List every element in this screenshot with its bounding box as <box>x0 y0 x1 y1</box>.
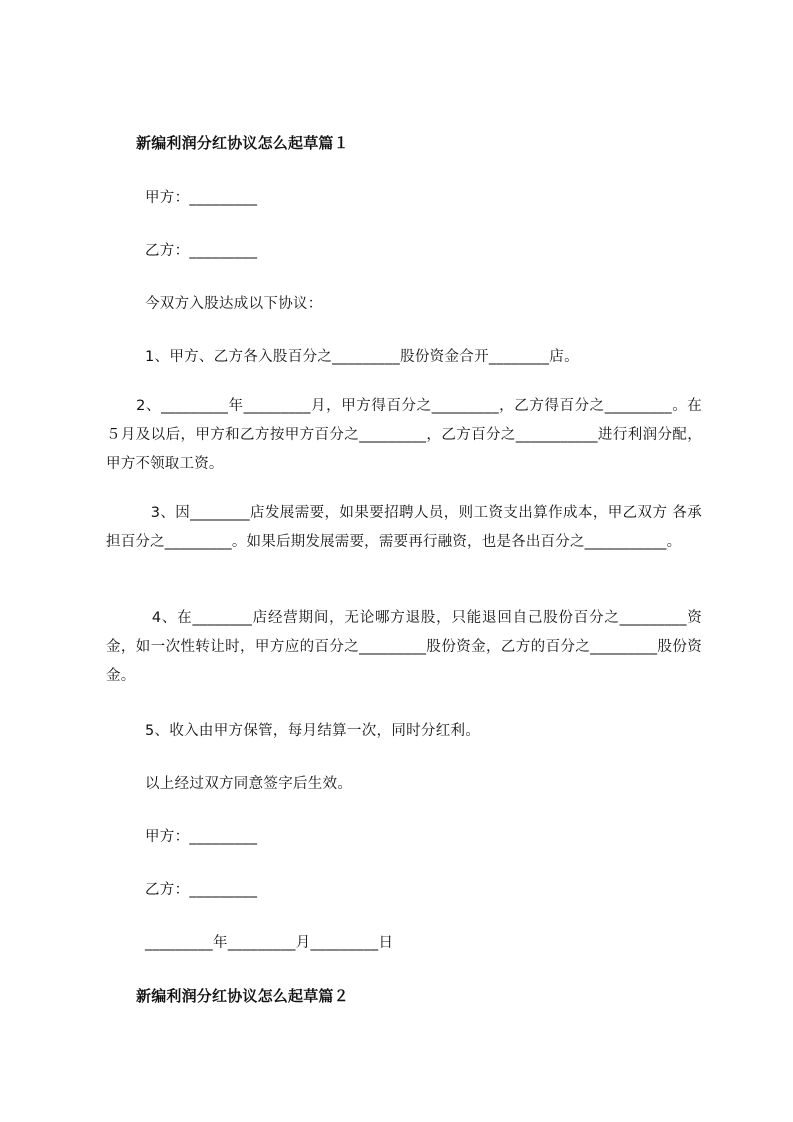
effect-line: 以上经过双方同意签字后生效。 <box>145 776 353 792</box>
clause-2: 2、_________年_________月，甲方得百分之_________，乙方得百分之_________。在５月及以后，甲方和乙方按甲方百分之_________，乙方百分之___________进行利润分配，甲方不领取工资。 <box>106 398 702 472</box>
clause-3: 3、因________店发展需要，如果要招聘人员，则工资支出算作成本，甲乙双方 各承担百分之_________。如果后期发展需要，需要再行融资，也是各出百分之___________。 <box>106 505 702 550</box>
intro-line: 今双方入股达成以下协议： <box>145 296 323 312</box>
section-1-title: 新编利润分红协议怎么起草篇１ <box>136 134 349 152</box>
clause-1: 1、甲方、乙方各入股百分之_________股份资金合开________店。 <box>145 349 579 365</box>
signature-date: _________年_________月_________日 <box>145 935 394 951</box>
signature-party-a: 甲方：_________ <box>145 829 258 845</box>
clause-5: 5、收入由甲方保管，每月结算一次，同时分红利。 <box>145 723 481 739</box>
signature-party-b: 乙方：_________ <box>145 882 258 898</box>
party-b-line: 乙方：_________ <box>145 243 258 259</box>
party-a-line: 甲方：_________ <box>145 190 258 206</box>
clause-4: 4、在________店经营期间，无论哪方退股，只能退回自己股份百分之_________资金，如一次性转让时，甲方应的百分之_________股份资金，乙方的百分之_________股份资金。 <box>106 610 702 684</box>
section-2-title: 新编利润分红协议怎么起草篇２ <box>136 987 349 1005</box>
